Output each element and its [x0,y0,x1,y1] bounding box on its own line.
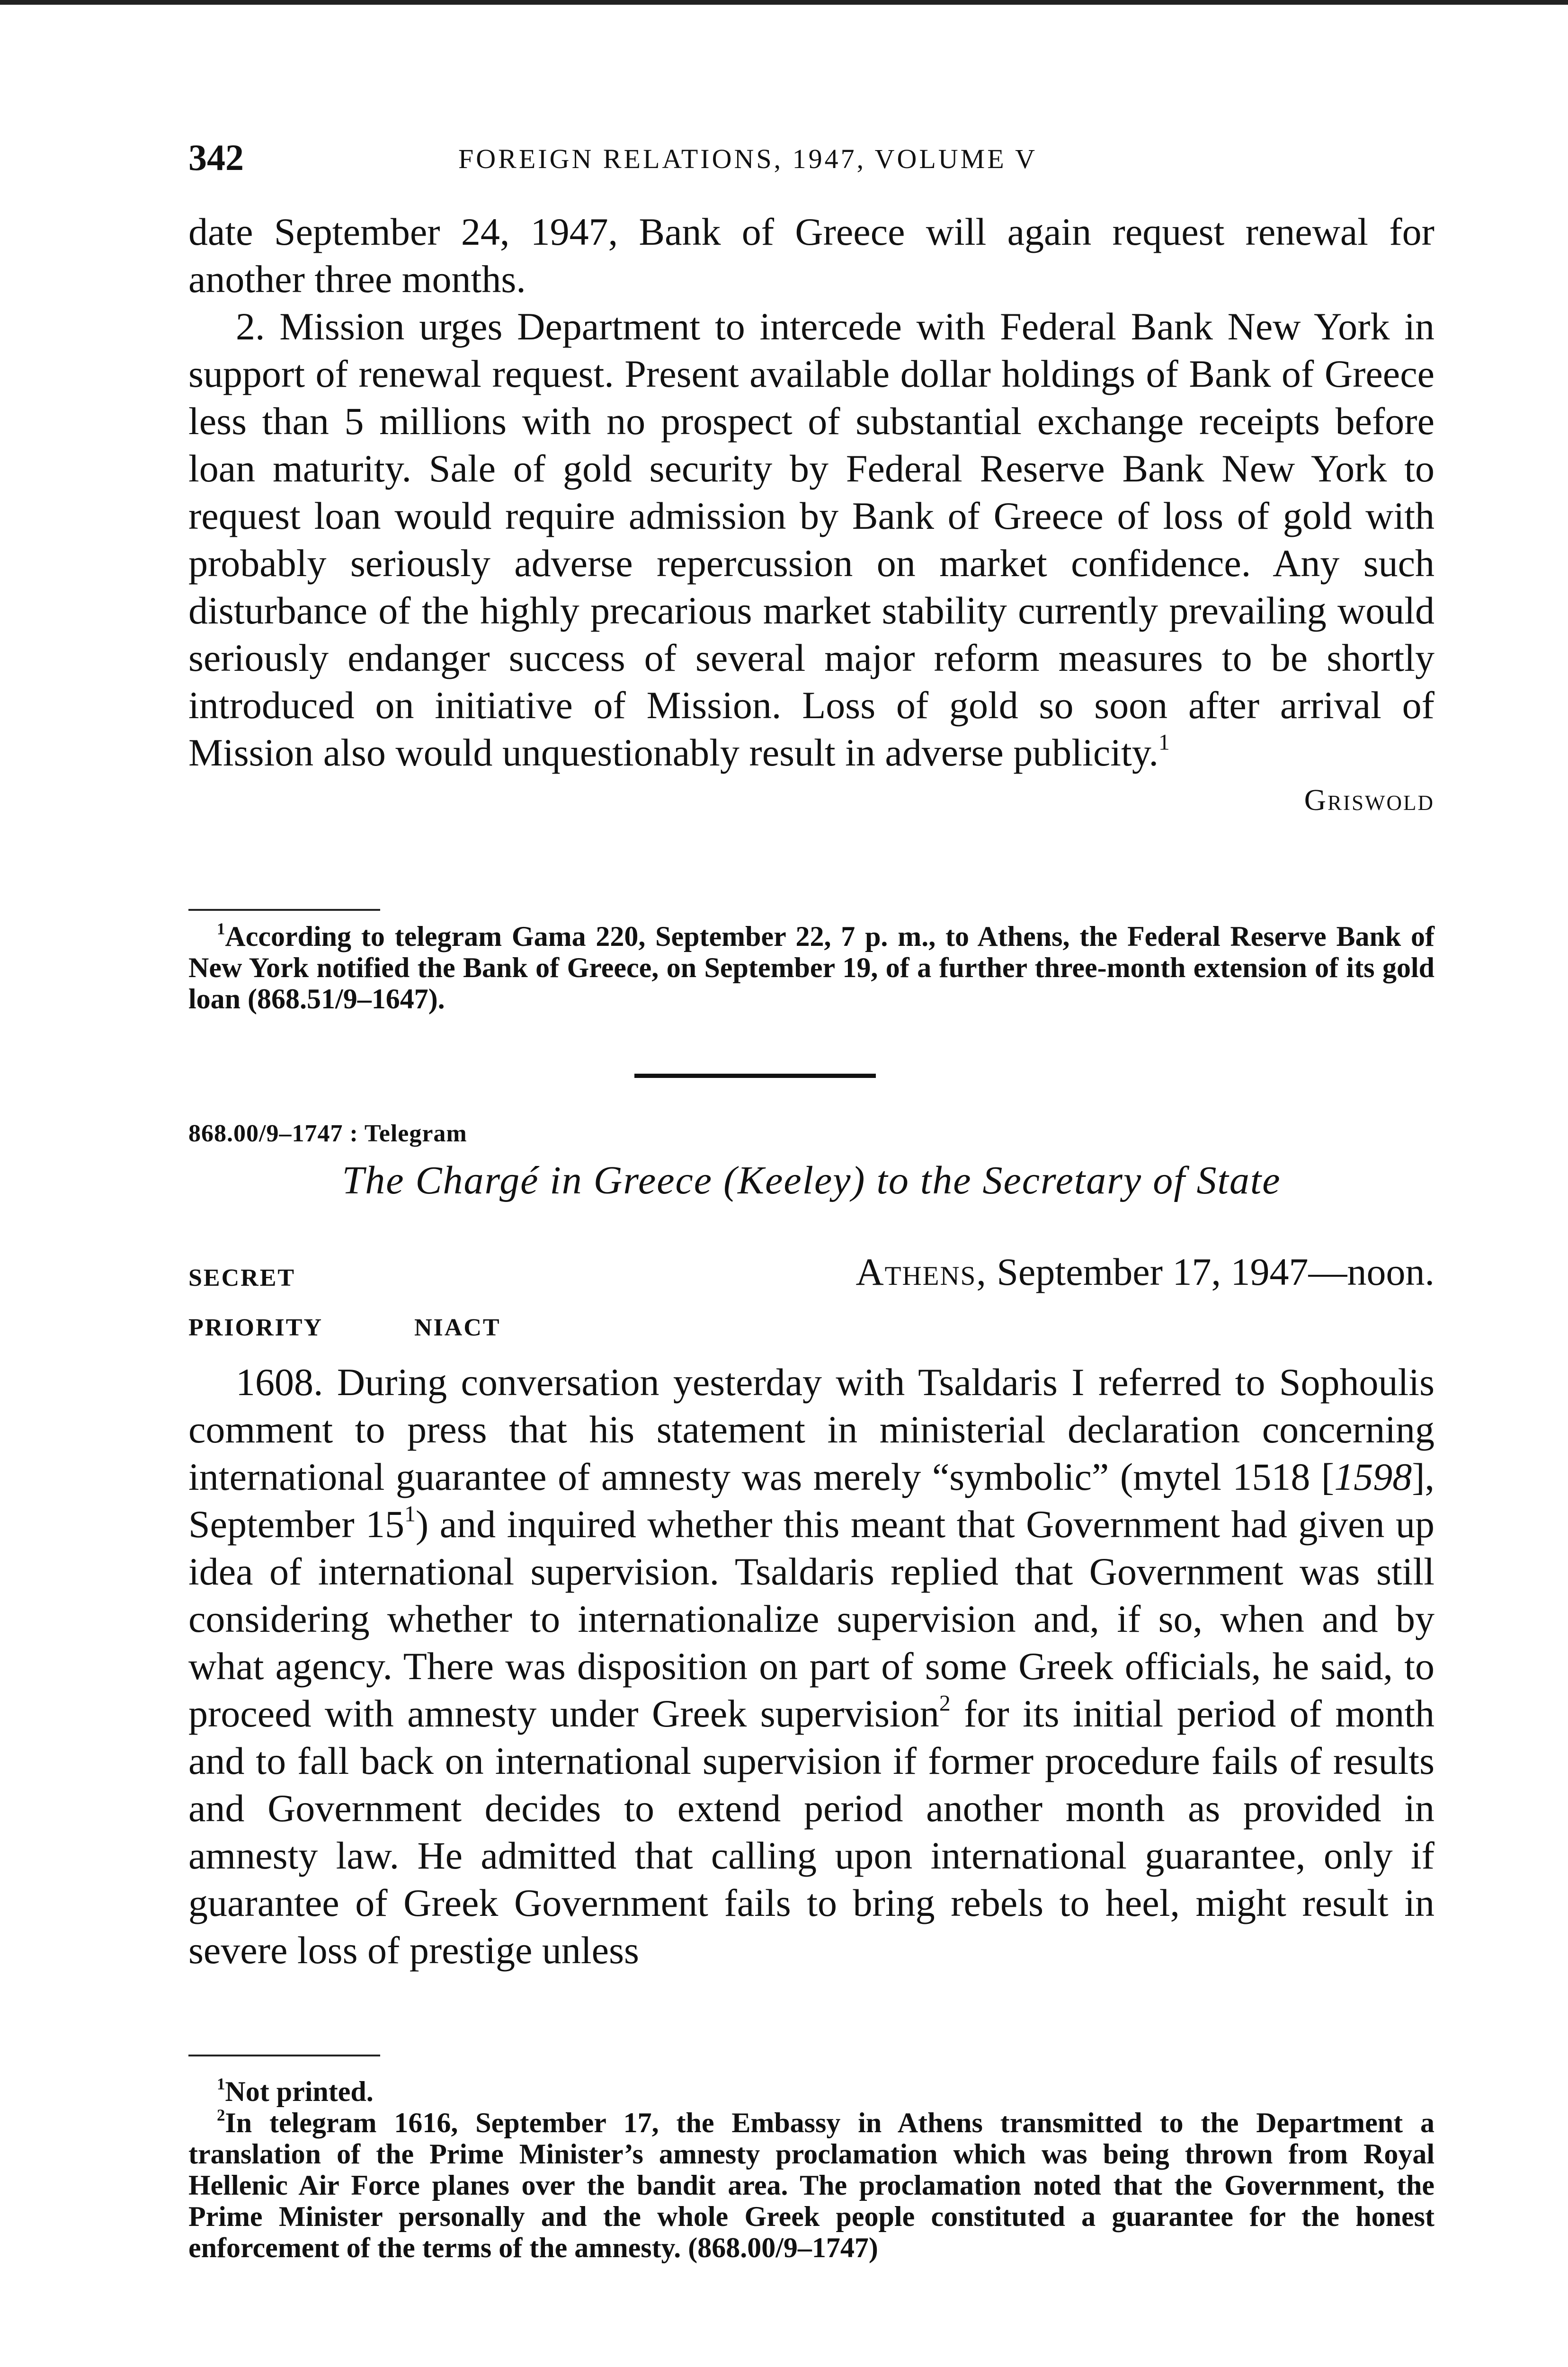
document-footnotes [188,2076,1434,2263]
previous-document-text [188,208,1434,824]
prev-paragraph-1: date September 24, 1947, Bank of Greece will again request renewal for another three months. [188,210,1434,301]
file-reference: 868.00/9–1747 : Telegram [188,1120,467,1147]
niact-marking: NIACT [414,1314,501,1341]
top-edge-rule [0,0,1568,5]
document-title: The Chargé in Greece (Keeley) to the Secretary of State [342,1158,1281,1202]
prev-paragraph-2: 2. Mission urges Department to intercede with Federal Bank New York in support of renewal request. Present available dollar holdings of Bank of Greece less than 5 millions with no prospect of substantial exchange receipts before loan maturity. Sale of gold security by Federal Reserve Bank New York to request loan would require admission by Bank of Greece of loss of gold with probably seriously adverse repercussion on market confidence. Any such disturbance of the highly precarious market stability currently prevailing would seriously endanger success of several major reform measures to be shortly introduced on initiative of Mission. Loss of gold so soon after arrival of Mission also would unquestionably result in adverse publicity.$^1$ [188,305,1434,774]
document-separator [634,1074,876,1078]
dateline: Athens, September 17, 1947—noon. [855,1250,1434,1293]
telegram-body [188,1359,1434,1974]
footnote-rule [188,909,380,911]
footnote-ref: 1 [404,1502,416,1527]
footnote-rule [188,2055,380,2056]
page-header [188,136,1434,179]
classification: SECRET [188,1264,296,1291]
footnote: $^1$Not printed. [217,2074,374,2107]
footnote: $^1$According to telegram Gama 220, September 22, 7 p. m., to Athens, the Federal Reserve Bank of New York notified the Bank of Greece, on September 19, of a further three-month extension of its gold loan (868.51/9–1647). [188,919,1434,1014]
previous-footnotes [188,921,1434,1014]
signature: Griswold [1304,783,1434,817]
priority-marking: PRIORITY [188,1314,323,1341]
footnote-ref: 2 [939,1691,951,1716]
footnote: $^2$In telegram 1616, September 17, the Embassy in Athens transmitted to the Department a translation of the Prime Minister’s amnesty proclamation which was being thrown from Royal Hellenic Air Force planes over the bandit area. The proclamation noted that the Government, the Prime Minister personally and the whole Greek people constituted a guarantee for the honest enforcement of the terms of the amnesty. (868.00/9–1747) [188,2106,1434,2263]
body-paragraph: 1608. During conversation yesterday with Tsaldaris I referred to Sophoulis comment to press that his statement in ministerial declaration concerning international guarantee of amnesty was merely “symbolic” (mytel 1518 [1598], September $15^1$) and inquired whether this meant that Government had given up idea of international supervision. Tsaldaris replied that Government was still considering whether to internationalize supervision and, if so, when and by what agency. There was disposition on part of some Greek officials, he said, to proceed with amnesty under Greek supervision$^2$ for its initial period of month and to fall back on international supervision if former procedure fails of results and Government decides to extend period another month as provided in amnesty law. He admitted that calling upon international guarantee, only if guarantee of Greek Government fails to bring rebels to heel, might result in severe loss of prestige unless [188,1361,1434,1972]
running-head: FOREIGN RELATIONS, 1947, VOLUME V [458,143,1037,174]
page-number: 342 [188,137,244,178]
footnote-ref: 1 [1158,730,1170,755]
